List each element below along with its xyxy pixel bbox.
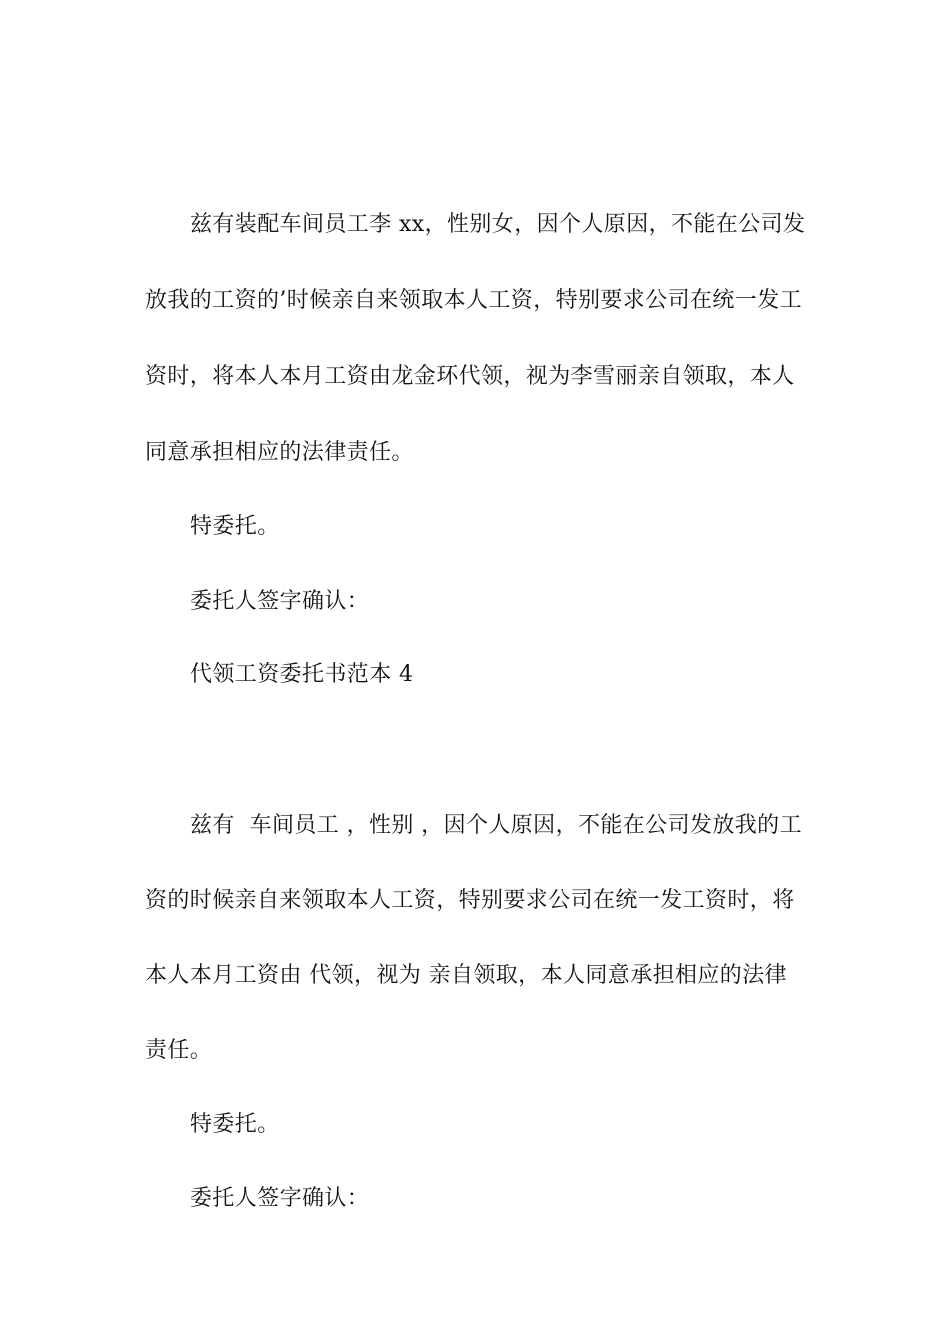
section2-paragraph-line-4: 责任。	[145, 1038, 213, 1063]
section1-paragraph-line-4: 同意承担相应的法律责任。	[145, 440, 414, 465]
section2-heading: 代领工资委托书范本 4	[190, 662, 414, 687]
section1-paragraph-line-3: 资时，将本人本月工资由龙金环代领，视为李雪丽亲自领取，本人	[145, 364, 795, 389]
section2-signature-label: 委托人签字确认：	[190, 1186, 370, 1211]
section2-paragraph-line-1: 兹有 车间员工 ，性别 ，因个人原因，不能在公司发放我的工	[190, 813, 802, 838]
section1-special-entrust: 特委托。	[190, 514, 280, 539]
section2-special-entrust: 特委托。	[190, 1112, 280, 1137]
section1-paragraph-line-1: 兹有装配车间员工李 xx，性别女，因个人原因，不能在公司发	[190, 212, 806, 237]
section2-paragraph-line-3: 本人本月工资由 代领，视为 亲自领取，本人同意承担相应的法律	[145, 963, 787, 988]
section1-paragraph-line-2: 放我的工资的’时候亲自来领取本人工资，特别要求公司在统一发工	[145, 288, 802, 313]
section2-paragraph-line-2: 资的时候亲自来领取本人工资，特别要求公司在统一发工资时，将	[145, 888, 795, 913]
section1-signature-label: 委托人签字确认：	[190, 589, 370, 614]
